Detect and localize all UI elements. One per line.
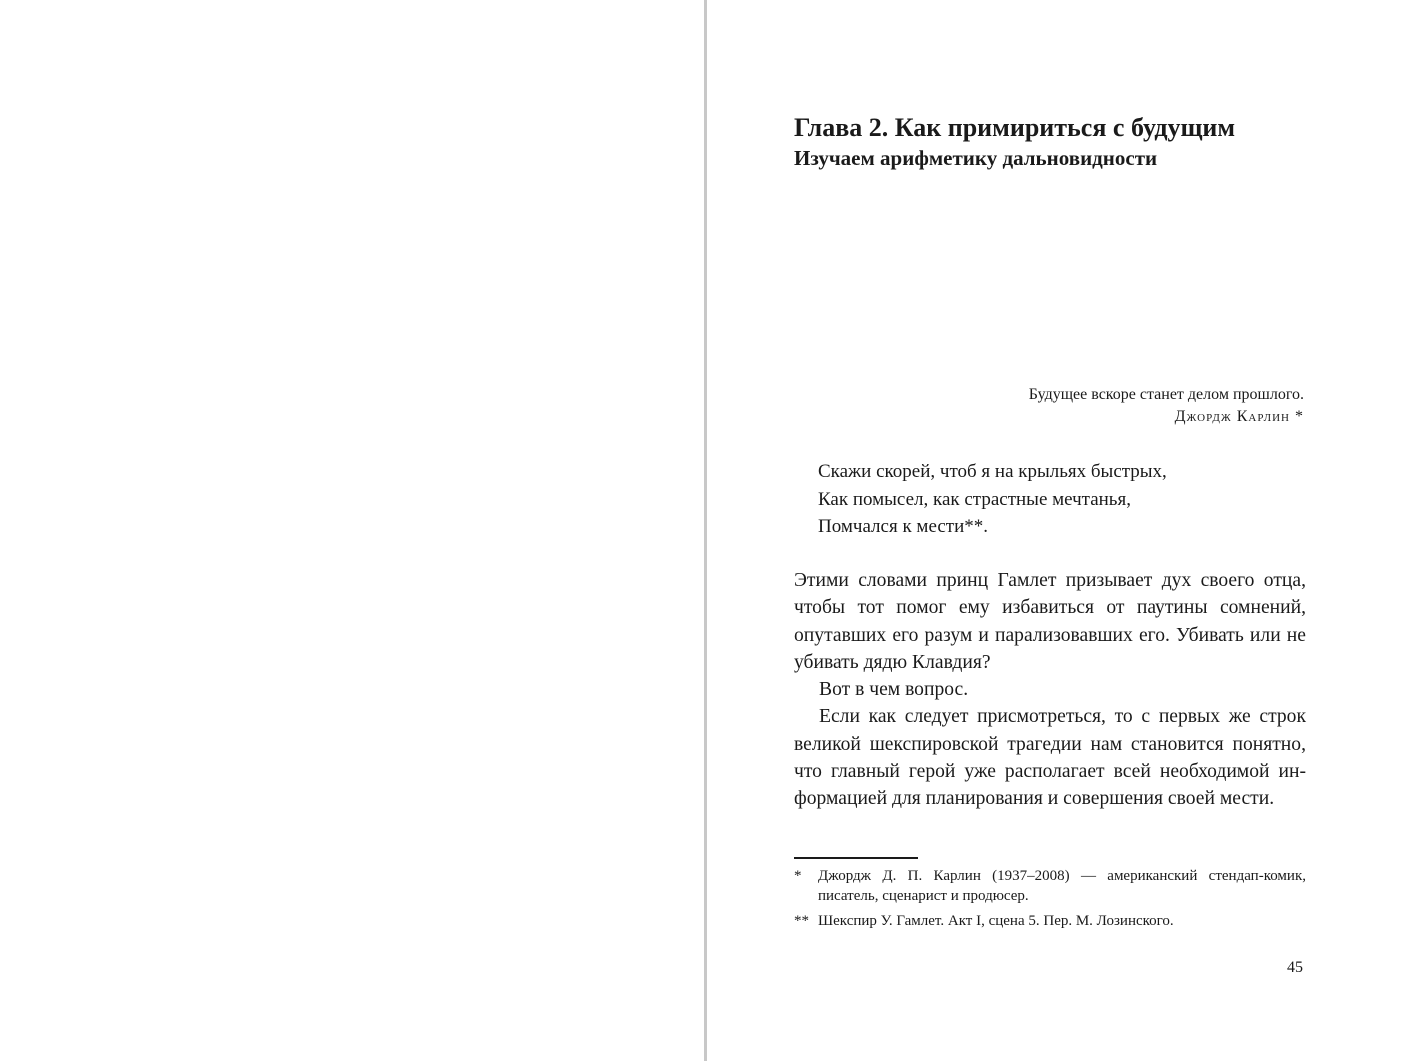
verse-line: Помчался к мести**. — [818, 516, 989, 537]
body-text — [794, 567, 1306, 813]
footnote-text: Шекспир У. Гамлет. Акт I, сцена 5. Пер. М. Лозинского. — [818, 913, 1174, 929]
paragraph: Если как следует присмотреться, то с первых же строк великой шекспировской трагедии нам становится понятно, что главный герой уже располагает всей необходимой информацией для планирования и совершения своей мести. — [794, 706, 1306, 810]
verse-line: Как помысел, как страстные мечтанья, — [818, 488, 1131, 510]
epigraph-text: Будущее вскоре станет делом прошлого. — [1028, 386, 1304, 403]
paragraph: Этими словами принц Гамлет призывает дух своего отца, чтобы тот помог ему избавиться от паутины сомнений, опутавших его разум и парализовавших его. Убивать или не убивать дядю Клавдия? — [794, 570, 1306, 673]
epigraph — [794, 384, 1304, 428]
chapter-title: Глава 2. Как примириться с будущим — [794, 113, 1236, 142]
page-number: 45 — [1287, 959, 1303, 976]
footnote-mark: * — [794, 868, 802, 884]
chapter-subtitle: Изучаем арифметику дальновидности — [794, 146, 1158, 170]
footnote-mark: ** — [794, 913, 809, 929]
right-page — [707, 0, 1410, 1061]
epigraph-author-line — [794, 406, 1304, 428]
footnote-text: Джордж Д. П. Карлин (1937–2008) — американский стендап-комик, писатель, сценарист и продюсер. — [818, 868, 1306, 904]
footnote-separator — [794, 857, 918, 859]
epigraph-footnote-mark: * — [1295, 408, 1304, 425]
verse-line: Скажи скорей, чтоб я на крыльях быстрых, — [818, 461, 1167, 482]
footnote — [794, 911, 1306, 931]
footnotes — [794, 866, 1306, 936]
verse-quote — [818, 458, 1298, 541]
footnote — [794, 866, 1306, 906]
epigraph-author: Джордж Карлин — [1174, 408, 1290, 425]
paragraph: Вот в чем вопрос. — [819, 679, 969, 701]
left-page-blank — [0, 0, 704, 1061]
